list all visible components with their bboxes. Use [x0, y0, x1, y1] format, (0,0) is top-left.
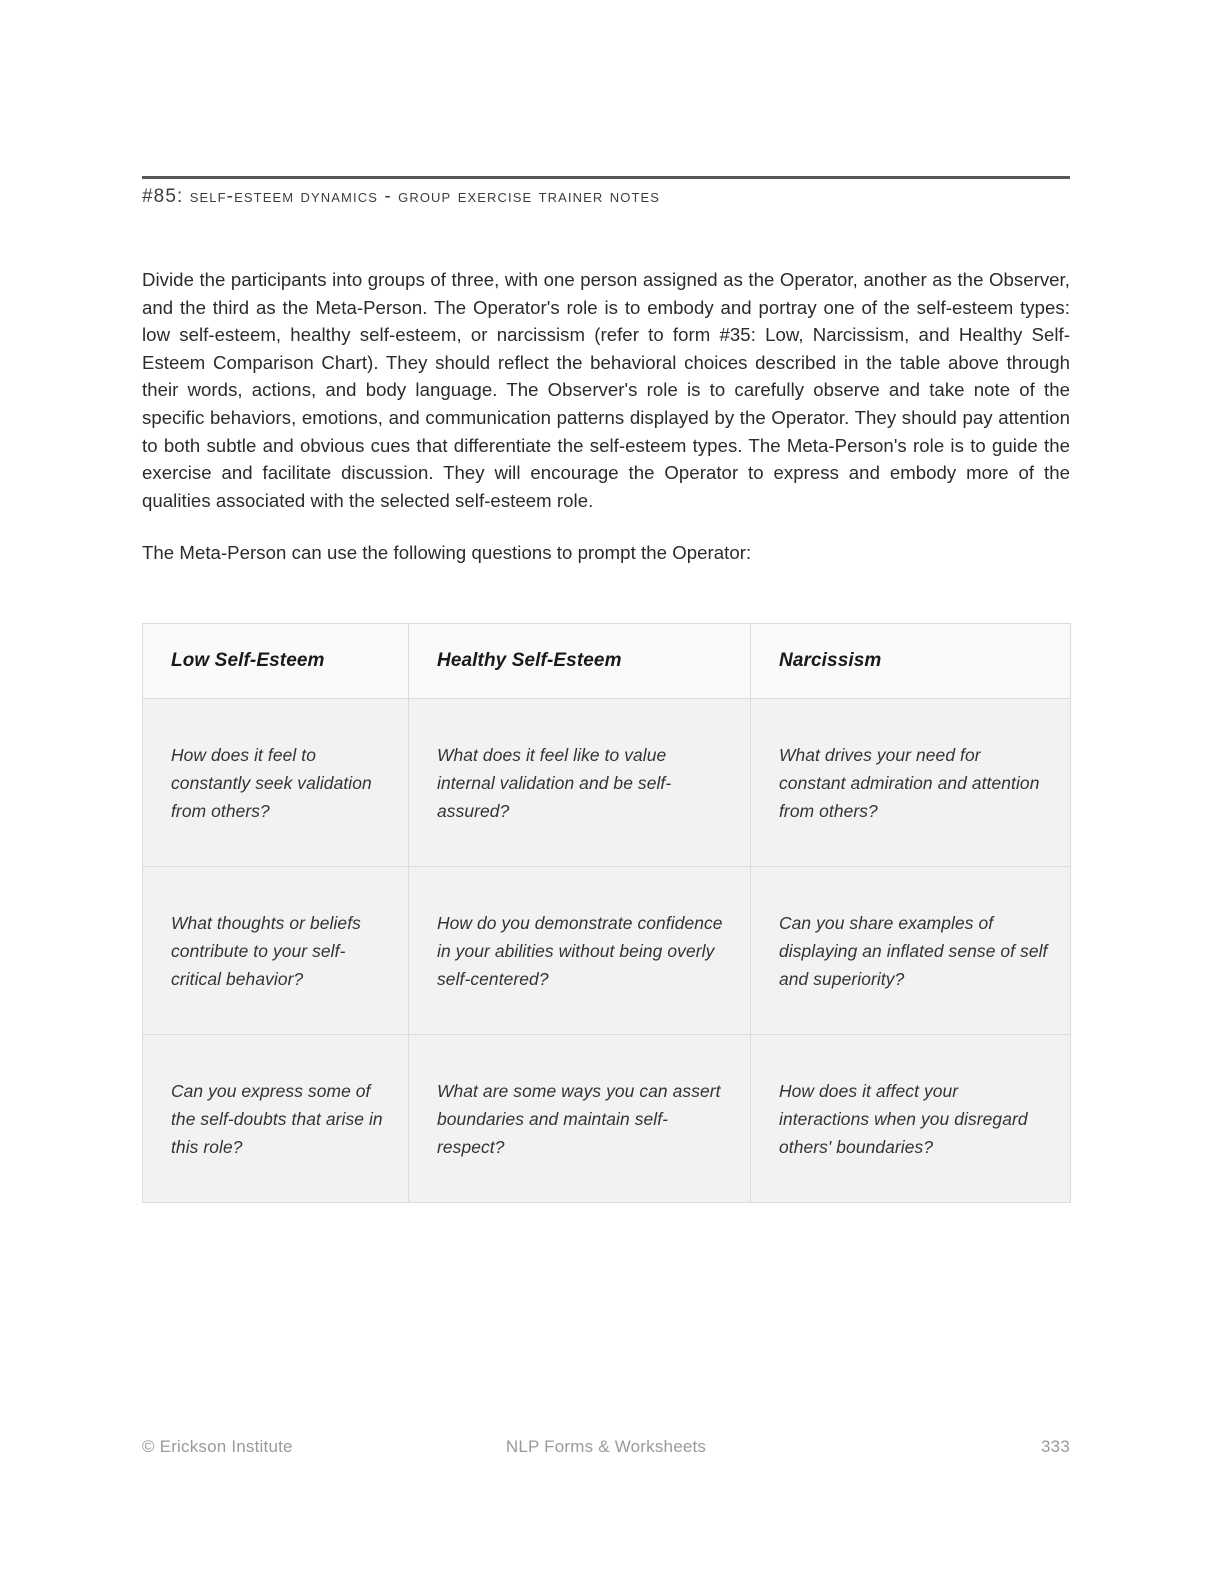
table-cell: [409, 1035, 751, 1203]
paragraph-prompt-intro: The Meta-Person can use the following questions to prompt the Operator:: [142, 542, 752, 564]
question-text: Can you express some of the self-doubts that arise in this role?: [171, 1080, 383, 1157]
column-header-label: Narcissism: [779, 650, 882, 671]
header-rule: [142, 176, 1070, 179]
column-header-label: Low Self-Esteem: [171, 650, 325, 671]
body-content: [142, 266, 1070, 567]
table-cell: [143, 867, 409, 1035]
table-body: [143, 699, 1071, 1203]
column-header-low-self-esteem: [143, 624, 409, 699]
table-row: [143, 1035, 1071, 1203]
question-text: How does it affect your interactions when you disregard others' boundaries?: [779, 1080, 1028, 1157]
table-row: [143, 867, 1071, 1035]
footer-copyright: © Erickson Institute: [142, 1437, 293, 1456]
question-text: What does it feel like to value internal validation and be self-assured?: [437, 744, 672, 821]
table-cell: [409, 699, 751, 867]
table-cell: [143, 1035, 409, 1203]
prompt-questions-table: [142, 623, 1071, 1203]
table-cell: [751, 699, 1071, 867]
page-footer: [142, 1437, 1070, 1461]
footer-page-number: 333: [1041, 1437, 1070, 1456]
table-row: [143, 699, 1071, 867]
column-header-label: Healthy Self-Esteem: [437, 650, 622, 671]
table-header-row: [143, 624, 1071, 699]
paragraph-instructions: Divide the participants into groups of three, with one person assigned as the Operator, another as the Observer, and the third as the Meta-Person. The Operator's role is to embody and portray one of the self-esteem types: low self-esteem, healthy self-esteem, or narcissism (refer to form #35: Low, Narcissism, and Healthy Self-Esteem Comparison Chart). They should reflect the behavioral choices described in the table above through their words, actions, and body language. The Observer's role is to carefully observe and take note of the specific behaviors, emotions, and communication patterns displayed by the Operator. They should pay attention to both subtle and obvious cues that differentiate the self-esteem types. The Meta-Person's role is to guide the exercise and facilitate discussion. They will encourage the Operator to express and embody more of the qualities associated with the selected self-esteem role.: [142, 269, 1070, 511]
question-text: How does it feel to constantly seek validation from others?: [171, 744, 372, 821]
page-title: #85: self-esteem dynamics - group exercise trainer notes: [142, 186, 661, 207]
question-text: What drives your need for constant admiration and attention from others?: [779, 744, 1040, 821]
question-text: Can you share examples of displaying an inflated sense of self and superiority?: [779, 912, 1048, 989]
table-cell: [409, 867, 751, 1035]
table-cell: [751, 867, 1071, 1035]
table-cell: [751, 1035, 1071, 1203]
table-cell: [143, 699, 409, 867]
question-text: What thoughts or beliefs contribute to your self-critical behavior?: [171, 912, 361, 989]
table-header: [143, 624, 1071, 699]
column-header-healthy-self-esteem: [409, 624, 751, 699]
question-text: What are some ways you can assert boundaries and maintain self-respect?: [437, 1080, 721, 1157]
question-text: How do you demonstrate confidence in your abilities without being overly self-centered?: [437, 912, 723, 989]
column-header-narcissism: [751, 624, 1071, 699]
footer-publication: NLP Forms & Worksheets: [505, 1437, 707, 1456]
